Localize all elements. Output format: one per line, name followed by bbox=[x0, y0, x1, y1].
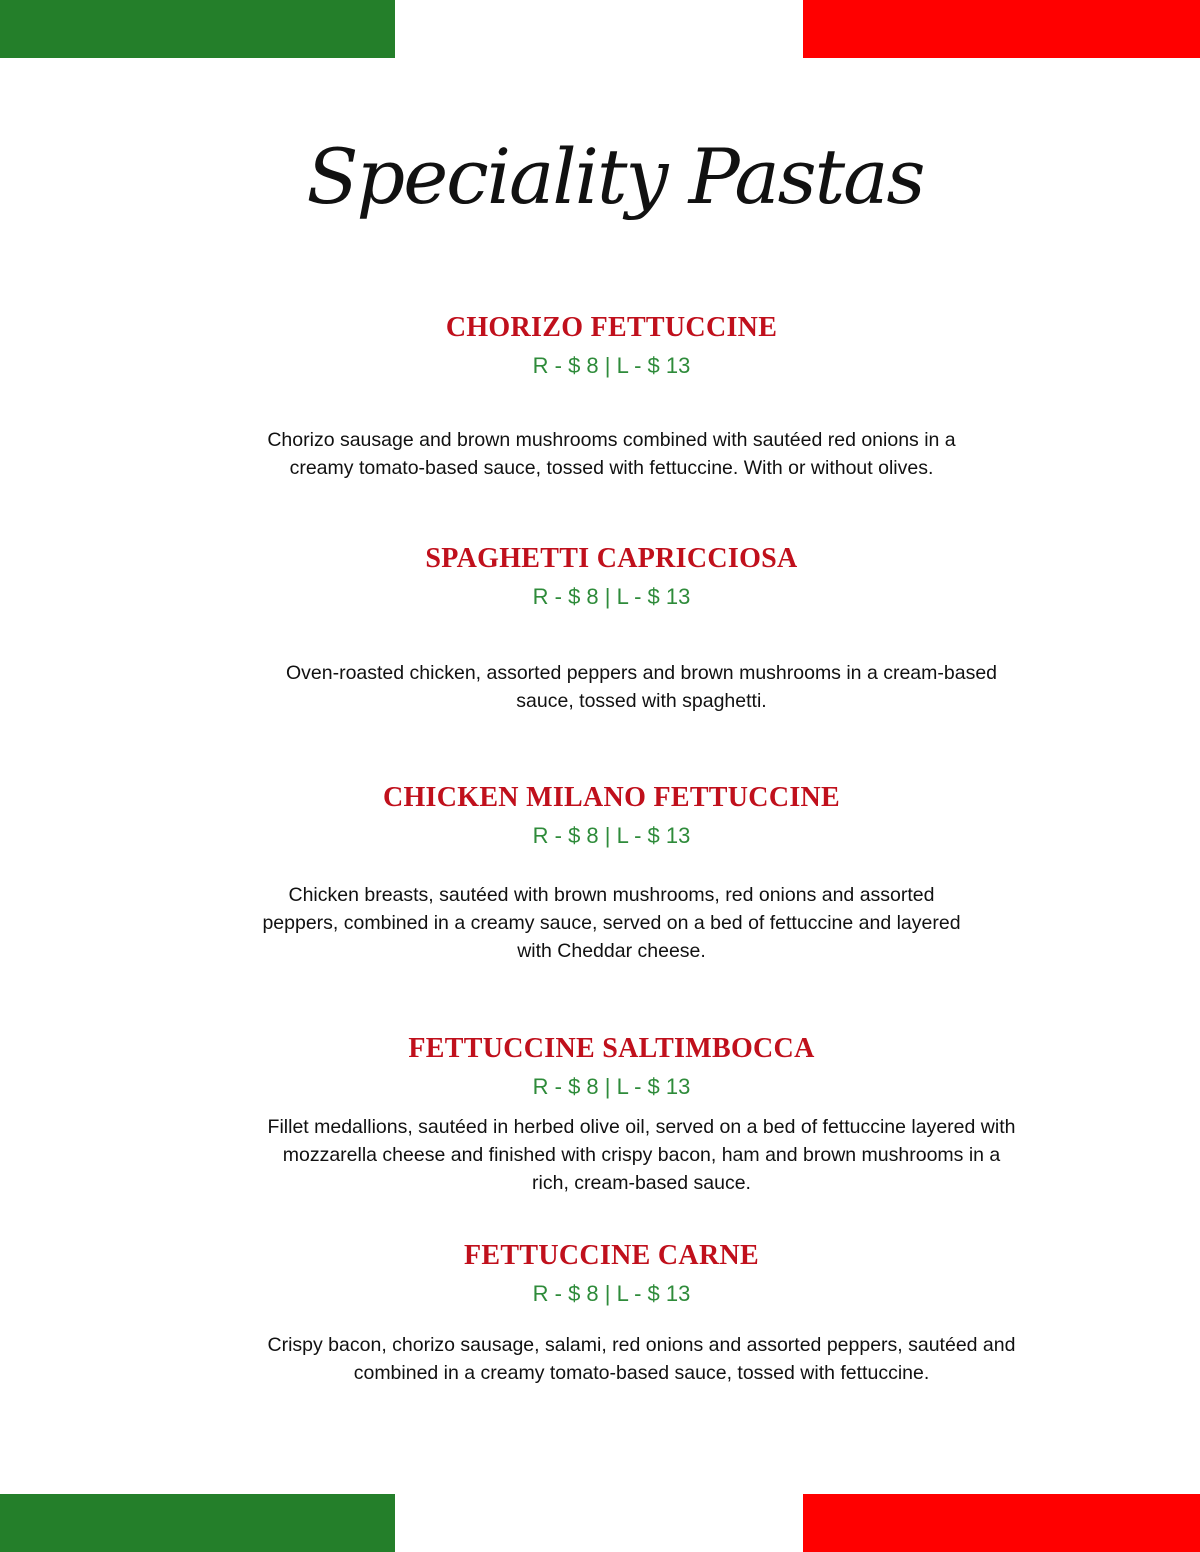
desc-line: Fillet medallions, sautéed in herbed olive oil, served on a bed of fettuccine layered with bbox=[267, 1116, 1016, 1138]
item-description bbox=[180, 659, 1103, 715]
desc-line: Chorizo sausage and brown mushrooms combined with sautéed red onions in a bbox=[267, 429, 956, 451]
desc-line: mozzarella cheese and finished with crispy bacon, ham and brown mushrooms in a bbox=[282, 1144, 1001, 1166]
desc-line: combined in a creamy tomato-based sauce, tossed with fettuccine. bbox=[353, 1362, 930, 1384]
desc-line: creamy tomato-based sauce, tossed with fettuccine. With or without olives. bbox=[289, 457, 934, 479]
menu-item bbox=[0, 1032, 1200, 1102]
item-description bbox=[180, 1113, 1103, 1197]
menu-item bbox=[0, 1239, 1200, 1309]
item-price: R - $ 8 | L - $ 13 bbox=[532, 584, 691, 609]
desc-line: rich, cream-based sauce. bbox=[532, 1172, 751, 1194]
page-title: Speciality Pastas bbox=[306, 132, 924, 221]
desc-line: sauce, tossed with spaghetti. bbox=[516, 690, 767, 712]
desc-line: with Cheddar cheese. bbox=[517, 940, 706, 962]
top-red-stripe bbox=[803, 0, 1200, 58]
desc-line: Chicken breasts, sautéed with brown mushrooms, red onions and assorted bbox=[288, 884, 935, 906]
item-description bbox=[150, 426, 1073, 482]
item-description bbox=[150, 881, 1073, 965]
item-name: SPAGHETTI CAPRICCIOSA bbox=[425, 543, 798, 574]
menu-item bbox=[0, 542, 1200, 612]
item-description bbox=[180, 1331, 1103, 1387]
item-name: CHORIZO FETTUCCINE bbox=[445, 312, 778, 343]
item-name: FETTUCCINE SALTIMBOCCA bbox=[408, 1033, 815, 1064]
desc-line: Oven-roasted chicken, assorted peppers and brown mushrooms in a cream-based bbox=[285, 662, 998, 684]
desc-line: Crispy bacon, chorizo sausage, salami, red onions and assorted peppers, sautéed and bbox=[267, 1334, 1016, 1356]
item-price: R - $ 8 | L - $ 13 bbox=[532, 823, 691, 848]
bottom-green-stripe bbox=[0, 1494, 395, 1552]
item-name: CHICKEN MILANO FETTUCCINE bbox=[382, 782, 841, 813]
top-green-stripe bbox=[0, 0, 395, 58]
item-price: R - $ 8 | L - $ 13 bbox=[532, 1281, 691, 1306]
menu-item bbox=[0, 781, 1200, 851]
item-price: R - $ 8 | L - $ 13 bbox=[532, 353, 691, 378]
desc-line: peppers, combined in a creamy sauce, served on a bed of fettuccine and layered bbox=[262, 912, 961, 934]
menu-item bbox=[0, 311, 1200, 381]
item-price: R - $ 8 | L - $ 13 bbox=[532, 1074, 691, 1099]
item-name: FETTUCCINE CARNE bbox=[464, 1240, 759, 1271]
bottom-red-stripe bbox=[803, 1494, 1200, 1552]
